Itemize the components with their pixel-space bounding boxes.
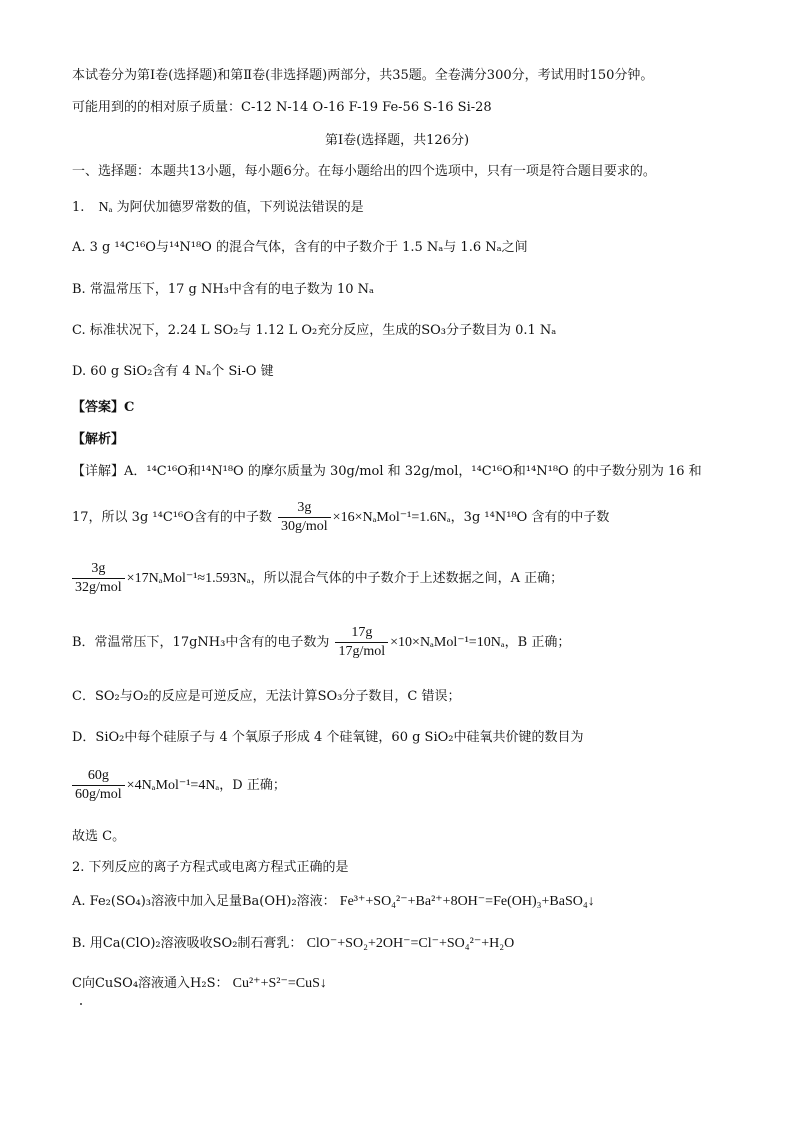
q1-stem-text: 为阿伏加德罗常数的值，下列说法错误的是 — [116, 200, 364, 215]
detail-line-d1: D．SiO₂中每个硅原子与 4 个氧原子形成 4 个硅氧键，60 g SiO₂中硅氧共价键的数目为 — [72, 730, 584, 745]
fraction-1 — [278, 500, 331, 535]
na-symbol: Nₐ — [98, 200, 113, 215]
detail-line-c: C．SO₂与O₂的反应是可逆反应，无法计算SO₃分子数目，C 错误； — [72, 689, 461, 704]
q2-option-a-text: A. Fe₂(SO₄)₃溶液中加入足量Ba(OH)₂溶液： — [72, 894, 336, 909]
q2-option-c-equation: Cu²⁺+S²⁻=CuS↓ — [232, 976, 327, 991]
fraction-3-denominator: 17g/mol — [338, 644, 386, 659]
fraction-4-numerator: 60g — [72, 768, 125, 786]
section-header: 一、选择题：本题共13小题，每小题6分。在每小题给出的四个选项中，只有一项是符合题目要求的。 — [72, 164, 656, 179]
analysis-label: 【解析】 — [72, 432, 125, 447]
q2-option-b-text: B. 用Ca(ClO)₂溶液吸收SO₂制石膏乳： — [72, 936, 303, 951]
detail-line-2 — [72, 500, 609, 535]
conclusion: 故选 C。 — [72, 829, 126, 844]
stray-dot-mark — [80, 1003, 82, 1005]
fraction-3-rest: ×10×NₐMol⁻¹=10Nₐ — [390, 635, 505, 650]
fraction-1-denominator: 30g/mol — [281, 519, 328, 534]
intro-line-2: 可能用到的的相对原子质量：C-12 N-14 O-16 F-19 Fe-56 S-16 Si-28 — [72, 100, 492, 115]
fraction-1-numerator: 3g — [278, 500, 331, 518]
q1-option-a: A. 3 g ¹⁴C¹⁶O与¹⁴N¹⁸O 的混合气体，含有的中子数介于 1.5 Nₐ与 1.6 Nₐ之间 — [72, 240, 528, 255]
detail-b-text-b: ，B 正确； — [504, 635, 571, 650]
fraction-2 — [72, 561, 125, 596]
q1-option-c: C. 标准状况下，2.24 L SO₂与 1.12 L O₂充分反应，生成的SO₃分子数目为 0.1 Nₐ — [72, 323, 557, 338]
q1-number: 1. — [72, 200, 85, 215]
q2-option-c-text: C向CuSO₄溶液通入H₂S： — [72, 976, 229, 991]
answer-label: 【答案】C — [72, 400, 135, 415]
q1-option-d: D. 60 g SiO₂含有 4 Nₐ个 Si-O 键 — [72, 364, 274, 379]
fraction-4-rest: ×4NₐMol⁻¹=4Nₐ — [126, 778, 220, 793]
q2-stem: 2. 下列反应的离子方程式或电离方程式正确的是 — [72, 860, 349, 875]
intro-line-1: 本试卷分为第Ⅰ卷(选择题)和第Ⅱ卷(非选择题)两部分，共35题。全卷满分300分，考试用时150分钟。 — [72, 68, 654, 83]
q1-option-b: B. 常温常压下，17 g NH₃中含有的电子数为 10 Nₐ — [72, 282, 375, 297]
q2-option-b-equation: ClO⁻+SO₂+2OH⁻=Cl⁻+SO₄²⁻+H₂O — [306, 936, 515, 951]
detail-line-b — [72, 625, 570, 660]
detail-2-text-b: ，3g ¹⁴N¹⁸O 含有的中子数 — [450, 510, 610, 525]
fraction-3 — [335, 625, 388, 660]
fraction-2-numerator: 3g — [72, 561, 125, 579]
fraction-3-numerator: 17g — [335, 625, 388, 643]
q2-option-c — [72, 974, 327, 994]
detail-line-1: 【详解】A．¹⁴C¹⁶O和¹⁴N¹⁸O 的摩尔质量为 30g/mol 和 32g/mol，¹⁴C¹⁶O和¹⁴N¹⁸O 的中子数分别为 16 和 — [72, 464, 702, 479]
q2-option-a — [72, 892, 595, 912]
detail-b-text-a: B．常温常压下，17gNH₃中含有的电子数为 — [72, 635, 330, 650]
fraction-2-rest: ×17NₐMol⁻¹≈1.593Nₐ — [126, 571, 251, 586]
q1-stem — [72, 198, 364, 218]
q2-option-b — [72, 934, 514, 954]
q2-option-a-equation: Fe³⁺+SO₄²⁻+Ba²⁺+8OH⁻=Fe(OH)₃+BaSO₄↓ — [339, 894, 595, 909]
part1-title: 第Ⅰ卷(选择题，共126分) — [324, 133, 470, 148]
fraction-4 — [72, 768, 125, 803]
detail-2-text-a: 17，所以 3g ¹⁴C¹⁶O含有的中子数 — [72, 510, 272, 525]
detail-3-text-b: ，所以混合气体的中子数介于上述数据之间，A 正确； — [250, 571, 564, 586]
fraction-1-rest: ×16×NₐMol⁻¹=1.6Nₐ — [332, 510, 451, 525]
fraction-4-denominator: 60g/mol — [75, 787, 122, 802]
detail-line-3 — [72, 561, 563, 596]
detail-line-d2 — [72, 768, 286, 803]
fraction-2-denominator: 32g/mol — [75, 580, 122, 595]
detail-d2-text-b: ，D 正确； — [219, 778, 286, 793]
